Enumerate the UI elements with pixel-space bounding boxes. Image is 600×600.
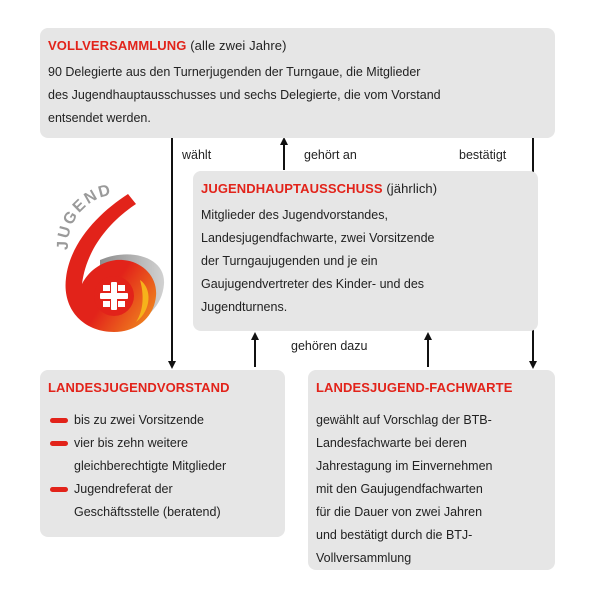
turnerkreuz-icon (100, 282, 128, 310)
jugend-logo (40, 172, 170, 342)
logo-text: JUGEND (54, 181, 115, 251)
bullet-dash-icon (50, 487, 68, 492)
fachwarte-line: mit den Gaujugendfachwarten (316, 482, 483, 496)
list-item: bis zu zwei Vorsitzende (48, 409, 277, 432)
jugendhauptausschuss-line: Jugendturnens. (201, 300, 288, 314)
landesjugendvorstand-box (40, 370, 285, 537)
label-gehoert-an: gehört an (304, 148, 357, 162)
label-waehlt: wählt (182, 148, 212, 162)
fachwarte-line: gewählt auf Vorschlag der BTB- (316, 413, 492, 427)
vollversammlung-line: 90 Delegierte aus den Turnerjugenden der Turngaue, die Mitglieder (48, 65, 421, 79)
landesjugend-fachwarte-box (308, 370, 555, 570)
landesjugendvorstand-title: LANDESJUGENDVORSTAND (48, 380, 230, 395)
fachwarte-line: für die Dauer von zwei Jahren (316, 505, 483, 519)
fachwarte-line: Landesfachwarte bei deren (316, 436, 467, 450)
vollversammlung-line: entsendet werden. (48, 111, 151, 125)
bullet-dash-icon (50, 418, 68, 423)
label-bestaetigt: bestätigt (459, 148, 507, 162)
label-gehoeren-dazu: gehören dazu (291, 339, 368, 353)
vollversammlung-line: des Jugendhauptausschusses und sechs Delegierte, die vom Vorstand (48, 88, 441, 102)
bullet-dash-icon (50, 441, 68, 446)
list-item: Jugendreferat der Geschäftsstelle (beratend) (48, 478, 277, 524)
landesjugend-fachwarte-title: LANDESJUGEND-FACHWARTE (316, 380, 513, 395)
fachwarte-line: Jahrestagung im Einvernehmen (316, 459, 493, 473)
fachwarte-line: und bestätigt durch die BTJ- (316, 528, 473, 542)
vollversammlung-title: VOLLVERSAMMLUNG (alle zwei Jahre) (48, 38, 287, 53)
jugendhauptausschuss-title: JUGENDHAUPTAUSSCHUSS (jährlich) (201, 181, 438, 196)
jugendhauptausschuss-line: Mitglieder des Jugendvorstandes, (201, 208, 388, 222)
jugendhauptausschuss-line: Landesjugendfachwarte, zwei Vorsitzende (201, 231, 435, 245)
list-item: vier bis zehn weitere gleichberechtigte Mitglieder (48, 432, 277, 478)
jugendhauptausschuss-line: der Turngaujugenden und je ein (201, 254, 378, 268)
jugendhauptausschuss-box (193, 171, 538, 331)
fachwarte-line: Vollversammlung (316, 551, 412, 565)
jugendhauptausschuss-line: Gaujugendvertreter des Kinder- und des (201, 277, 425, 291)
vollversammlung-box (40, 28, 555, 138)
